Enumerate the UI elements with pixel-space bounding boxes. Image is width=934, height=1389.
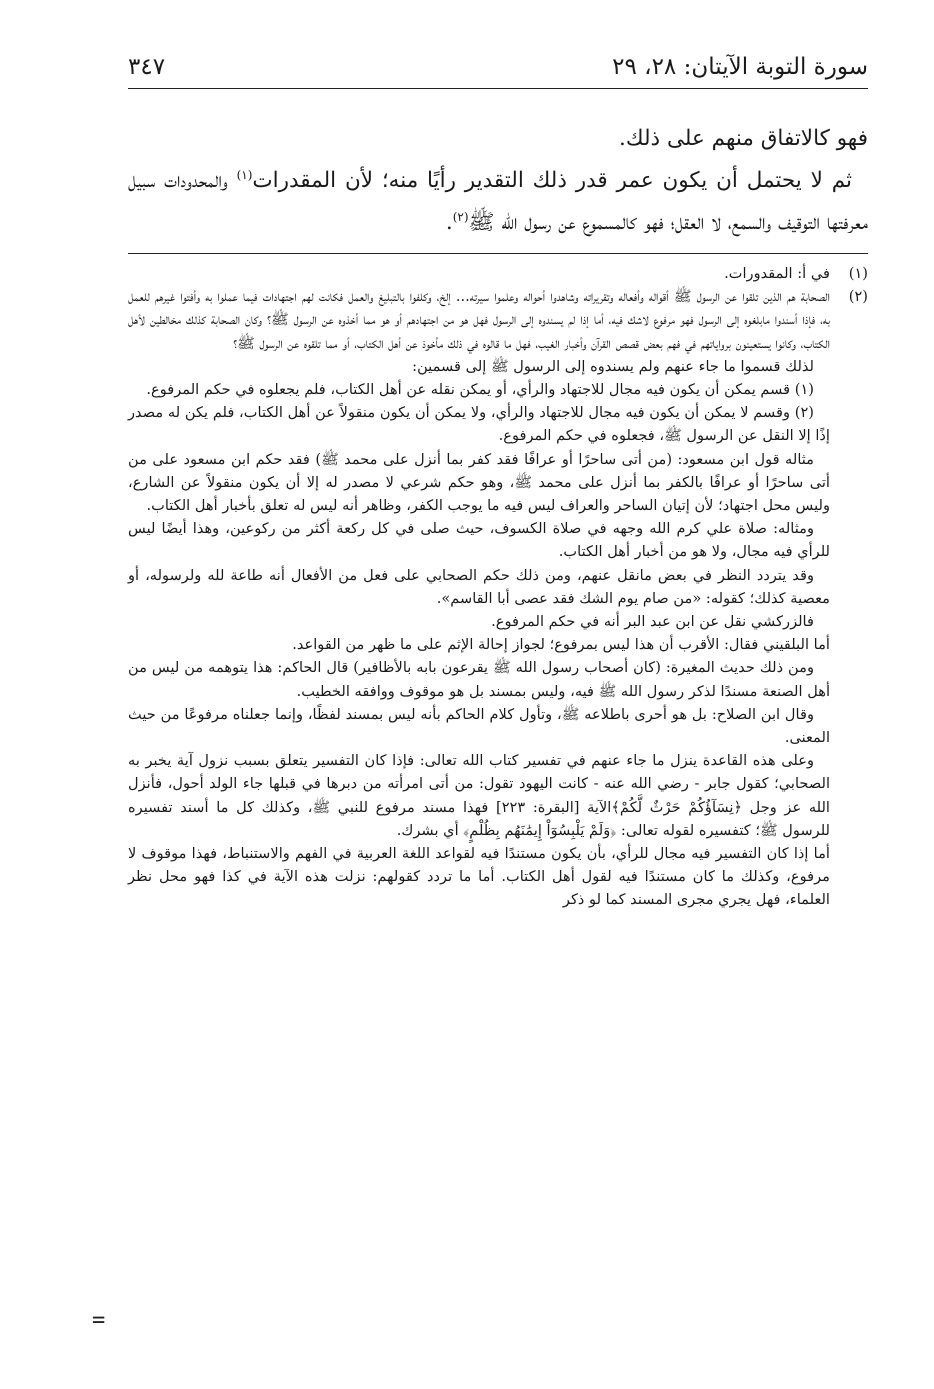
footnote-2-paragraph: (٢) وقسم لا يمكن أن يكون فيه مجال للاجتهاد والرأي، ولا يمكن أن يكون منقولاً عن أهل الكتاب، فلم يكن له مصدر إذًا إلا النقل عن الرسول ﷺ، فجعلوه في حكم المرفوع. <box>128 404 830 445</box>
main-paragraph-2 <box>128 160 868 244</box>
footnote-separator <box>128 253 868 254</box>
main-paragraph-2-part-a: ثم لا يحتمل أن يكون عمر قدر ذلك التقدير رأيًا منه؛ لأن المقدرات <box>252 168 852 193</box>
footnote-2-paragraph: ومن ذلك حديث المغيرة: (كان أصحاب رسول الله ﷺ يقرعون بابه بالأظافير) قال الحاكم: هذا يتوهمه من ليس من أهل الصنعة مسندًا لذكر رسول الله ﷺ فيه، وليس بمسند بل هو موقوف ووافقه الخطيب. <box>128 659 830 700</box>
running-title: سورة التوبة الآيتان: ٢٨، ٢٩ <box>612 54 868 80</box>
footnote-1-text: في أ: المقدورات. <box>724 265 830 282</box>
footnotes <box>128 262 868 912</box>
footnote-2-paragraph: وقد يتردد النظر في بعض مانقل عنهم، ومن ذلك حكم الصحابي على فعل من الأفعال أنه طاعة لله ولرسوله، أو معصية كذلك؛ كقوله: «من صام يوم الشك فقد عصى أبا القاسم». <box>128 566 830 607</box>
main-paragraph-2-part-c: . <box>445 210 453 235</box>
footnote-1 <box>128 262 868 285</box>
footnote-2-paragraph: الصحابة هم الذين تلقوا عن الرسول ﷺ أقواله وأفعاله وتقريراته وشاهدوا أحواله وعلموا سيرته... إلخ، وكلفوا بالتبليغ والعمل فكانت لهم اجتهادات فيما عملوا به وأفتوا غيرهم للعمل به، فإذا أسندوا مابلغوه إلى الرسول فهو مرفوع لاشك فيه، أما إذا لم يسندوه إلى الرسول فهل هو من اجتهادهم أو هو مما أخذوه عن الرسول ﷺ؟ وكان الصحابة كذلك مخالطين لأهل الكتاب، وكانوا يستعينون برواياتهم في فهم بعض قصص القرآن وأخبار الغيب، فهل ما قالوه في ذلك مأخوذ عن أهل الكتاب، أو مما تلقوه عن الرسول ﷺ؟ <box>128 288 830 352</box>
footnote-2-paragraph: وقال ابن الصلاح: بل هو أحرى باطلاعه ﷺ، وتأول كلام الحاكم بأنه ليس بمسند لفظًا، وإنما جعلناه مرفوعًا من حيث المعنى. <box>128 705 830 747</box>
footnote-2-paragraph: أما إذا كان التفسير فيه مجال للرأي، بأن يكون مستندًا فيه لقواعد اللغة العربية في الفهم والاستنباط، فهذا موقوف لا مرفوع، وكذلك ما كان مستندًا فيه لقول أهل الكتاب. أما ما تردد كقولهم: نزلت هذه الآية في كذا فهو محل نظر العلماء، فهل يجري مجرى المسند كما لو ذكر <box>128 845 830 909</box>
main-paragraph-2-part-b: والمحدودات سبيل معرفتها التوقيف والسمع، لا العقل؛ فهو كالمسموع عن رسول الله ﷺ <box>128 168 868 235</box>
footnote-1-number: (١) <box>848 265 868 282</box>
margin-mark: = <box>92 1308 106 1333</box>
footnote-2-paragraph: ومثاله: صلاة علي كرم الله وجهه في صلاة الكسوف، حيث صلى في كل ركعة أكثر من ركوعين، وهذا أيضًا ليس للرأي فيه مجال، ولا هو من أخبار أهل الكتاب. <box>128 520 830 561</box>
page-number: ٣٤٧ <box>128 54 166 80</box>
footnote-2-paragraph: لذلك قسموا ما جاء عنهم ولم يسندوه إلى الرسول ﷺ إلى قسمين: <box>412 357 814 375</box>
footnote-2 <box>128 285 868 911</box>
footnote-2-paragraph: أما البلقيني فقال: الأقرب أن هذا ليس بمرفوع؛ لجواز إحالة الإثم على ما ظهر من القواعد. <box>292 636 830 654</box>
footnote-2-paragraph: (١) قسم يمكن أن يكون فيه مجال للاجتهاد والرأي، أو يمكن نقله عن أهل الكتاب، فلم يجعلوه في حكم المرفوع. <box>146 381 814 399</box>
footnote-ref-2[interactable]: (٢) <box>452 209 469 224</box>
footnote-2-paragraph: فالزركشي نقل عن ابن عبد البر أنه في حكم المرفوع. <box>491 613 814 631</box>
main-paragraph-1: فهو كالاتفاق منهم على ذلك. <box>619 126 868 151</box>
footnote-2-paragraph: مثاله قول ابن مسعود: (من أتى ساحرًا أو عرافًا فقد كفر بما أنزل على محمد ﷺ) فقد حكم ابن مسعود على من أتى ساحرًا أو عرافًا بالكفر بما أنزل على محمد ﷺ، وهو حكم شرعي لا مصدر له إلا أن يكون منقولاً عن الشارع، وليس محل اجتهاد؛ لأن إتيان الساحر والعراف ليس فيه ما يوجب الكفر، وظاهر أنه ليس له تعلق بأخبار أهل الكتاب. <box>128 450 830 515</box>
footnote-2-paragraph: وعلى هذه القاعدة ينزل ما جاء عنهم في تفسير كتاب الله تعالى: فإذا كان التفسير يتعلق بسبب نزول آية يخبر به الصحابي؛ كقول جابر - رضي الله عنه - كانت اليهود تقول: من أتى امرأته من دبرها في قبلها جاء الولد أحول، فأنزل الله عز وجل ﴿نِسَآؤُكُمْ حَرْثٌ لَّكُمْ﴾الآية [البقرة: ٢٢٣] فهذا مسند مرفوع للنبي ﷺ، وكذلك كل ما أسند تفسيره للرسول ﷺ؛ كتفسيره لقوله تعالى: ﴿وَلَمْ يَلْبِسُوٓاْ إِيمَٰنَهُم بِظُلْمٍ﴾ أي بشرك. <box>128 752 830 839</box>
footnote-ref-1[interactable]: (١) <box>236 167 253 182</box>
main-text <box>128 118 868 244</box>
page-header <box>128 52 868 89</box>
footnote-2-number: (٢) <box>848 288 868 306</box>
